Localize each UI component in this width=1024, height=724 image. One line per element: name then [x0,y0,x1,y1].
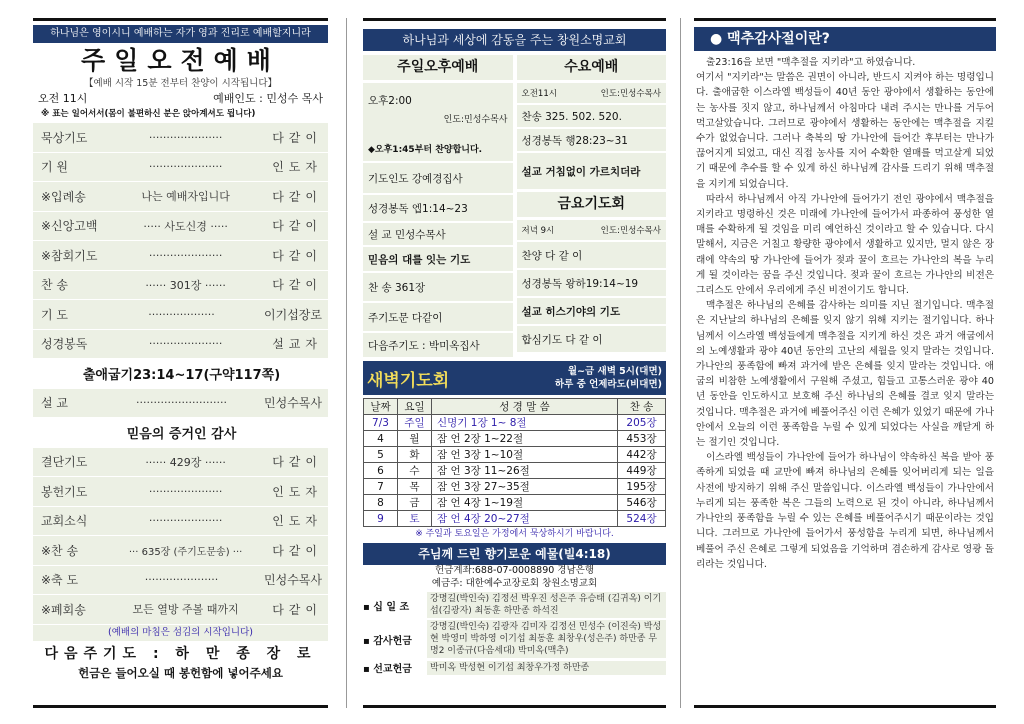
table-row: 9 토 잠 언 4장 20~27절 524장 [364,511,666,527]
offering-names: 강명길(박인숙) 김광자 김미자 김정선 민성수 (이진숙) 박성현 박영미 박하영 이기섭 최동훈 최창우(성은주) 하만종 무명2 이종규(다음세대) 박미옥(맥추) [427,620,666,658]
offering-row [363,592,666,618]
friday-leader: 인도:민성수목사 [600,226,661,236]
friday-hymn: 찬양 다 같 이 [517,242,667,268]
bottom-rule [33,705,328,708]
order-row: ※폐회송 모든 열방 주볼 때까지 다같이 [33,595,328,625]
header-day: 요일 [398,399,432,415]
afternoon-time-block [363,83,513,135]
wednesday-title: 수요예배 [517,55,667,80]
wednesday-reading: 성경봉독 행28:23~31 [517,129,667,151]
offering-type: ▪ 선교헌금 [363,664,412,675]
table-row: 7/3 주일 신명기 1장 1~ 8절 205장 [364,415,666,431]
dawn-prayer-header [363,361,666,395]
church-banner: 하나님과 세상에 감동을 주는 창원소명교회 [363,29,666,51]
dawn-prayer-title: 새벽기도회 [367,370,450,391]
offering-type: ▪ 감사헌금 [363,635,412,647]
morning-service-column [33,18,328,708]
offering-row [363,660,666,675]
service-leader: 예배인도 : 민성수 목사 [213,92,323,105]
header-scripture: 성 경 말 씀 [432,399,618,415]
article-title: ● 맥추감사절이란? [694,27,996,51]
article-paragraph: 맥추절은 하나님의 은혜를 감사하는 의미를 지닌 절기입니다. 맥추절은 지난날의 하나님의 은혜를 잊지 않기 위해 지키는 절기입니다. 하나님께서 이스라엘 백성들에게 맥추절을 지키게 하신 것은 과거 애굽에서의 노예생활과 광야 40년 동안의 고난의 세월을 잊지 말라는 것입니다. 가나안의 풍족함에 빠져 과거에 받은 은혜를 잊지 말라는 것입니다. 애굽의 비참한 노예생활에서 구원해 주셨고, 힘들고 고통스러운 광야 40년 동안을 인도하시고 보호해 주신 하나님의 은혜를 결코 잊지 말라는 것입니다. 맥추절은 과거에 베풀어주신 이런 은혜가 있었기 때문에 가나안에서 오늘의 이런 풍족함을 누릴 수 있게 되었다는 사실을 깨닫게 하는 절기인 것입니다. [696,300,994,449]
top-rule [363,18,666,21]
table-row: 8 금 잠 언 4장 1~19절 546장 [364,495,666,511]
sermon-title: 믿음의 증거인 감사 [33,418,328,448]
order-row: 기 원 ····················· 인도자 [33,153,328,183]
table-header-row [364,399,666,415]
header-date: 날짜 [364,399,398,415]
article-paragraph: 여기서 "지키라"는 말씀은 권면이 아니라, 반드시 지켜야 하는 명령입니다. 출애굽한 이스라엘 백성들이 40년 동안 광야에서 생활하는 동안에는 농사를 짓지 않고, 하나님께서 아침마다 내려 주시는 만나를 거두어 먹고살았습니다. 그러므로 광야에서 생활하는 동안에는 맥추절을 지킬 수가 없었습니다. 그러나 축복의 땅 가나안에 들어간 후부터는 만나가 끊어지게 되었고, 대신 직접 농사를 지어 수확한 열매를 먹고살게 되었기 때문에 추수를 할 수 있게 하신 하나님께 감사를 드리기 위해 맥추절을 지키게 되었습니다. [696,72,994,190]
services-grid [363,55,666,359]
order-row: 교회소식 ····················· 인도자 [33,507,328,537]
order-row: ※신앙고백 ····· 사도신경 ····· 다같이 [33,212,328,242]
daily-reading-table [363,398,666,527]
order-of-worship [33,123,328,625]
scripture-reference: 출애굽기23:14~17(구약117쪽) [33,359,328,389]
dawn-time-online: 하루 중 언제라도(비대면) [554,379,662,390]
wednesday-leader: 인도:민성수목사 [600,89,661,99]
afternoon-preacher: 설 교 민성수목사 [363,223,513,245]
wednesday-time: 오전11시 [521,89,557,99]
header-hymn: 찬 송 [618,399,666,415]
bottom-rule [694,705,996,708]
offering-row [363,620,666,658]
afternoon-lords-prayer: 주기도문 다같이 [363,303,513,331]
article-paragraph: 출23:16을 보면 "맥추절을 지키라"고 하였습니다. [706,57,916,68]
service-time: 오전 11시 [38,92,88,105]
order-row: ※참회기도 ····················· 다같이 [33,241,328,271]
reading-footnote: ※ 주일과 토요일은 가정에서 묵상하시기 바랍니다. [415,529,614,539]
order-row: 기 도 ··················· 이기섭장로 [33,300,328,330]
bottom-rule [363,705,666,708]
article-paragraph: 따라서 하나님께서 아직 가나안에 들어가기 전인 광야에서 맥추절을 지키라고 명령하신 것은 미래에 가나안에 들어가서 파종하여 풍성한 열매를 수확하게 될 것임을 미리 예언하신 것이라고 할 수 있습니다. 다시 말해서, 지금은 거칠고 황량한 광야에서 생활하고 있지만, 멀지 않은 장래에 약속의 땅 가나안에 들어가 젖과 꿀이 흐르는 가나안의 복을 누리게 될 것이라는 꿈을 주신 것입니다. 젖과 꿀이 흐르는 가나안의 비전은 그리스도 안에서 우리에게 주신 비전이기도 합니다. [696,193,994,297]
order-row: 묵상기도 ····················· 다같이 [33,123,328,153]
top-rule [33,18,328,21]
friday-sermon: 설교 히스기야의 기도 [517,298,667,324]
offering-type: ▪ 십 일 조 [363,601,410,613]
afternoon-service [363,55,513,359]
afternoon-time: 오후2:00 [368,95,412,107]
weekday-services [517,55,667,359]
article-paragraph: 이스라엘 백성들이 가나안에 들어가 하나님이 약속하신 복을 받아 풍족하게 되었을 때 교만에 빠져 하나님의 은혜를 잊어버리게 되는 일을 사전에 방지하기 위해 주신 말씀입니다. 이스라엘 백성들이 가나안에서 누리게 되는 풍족한 복은 그들의 노력으로 된 것이 아니라, 하나님께서 가나안의 풍족함을 누릴 수 있는 은혜를 베풀어주시기 때문이라는 것입니다. 그러므로 가나안에 들어가서 풍성함을 누리게 되면, 하나님께서 베풀어 주신 은혜로 그렇게 되었음을 기억하며 겸손하게 감사로 영광 돌리라는 것입니다. [696,452,994,570]
order-row: ※입례송 나는 예배자입니다 다같이 [33,182,328,212]
offering-instruction: 헌금은 들어오실 때 봉헌함에 넣어주세요 [78,665,283,680]
friday-reading: 성경봉독 왕하19:14~19 [517,270,667,296]
order-row: 결단기도 ······ 429장 ······ 다같이 [33,448,328,478]
page-title: 주일오전예배 [81,46,280,75]
order-row: ※찬 송 ··· 635장 (주기도문송) ··· 다같이 [33,536,328,566]
table-row: 5 화 잠 언 3장 1~10절 442장 [364,447,666,463]
offering-names: 박미옥 박성현 이기섭 최창우가정 하만종 [427,661,666,675]
afternoon-sermon: 믿음의 대를 잇는 기도 [363,247,513,271]
afternoon-praise: ◆오후1:45부터 찬양합니다. [363,135,513,161]
column-divider [680,18,681,708]
services-column [363,18,666,708]
friday-title: 금요기도회 [517,192,667,217]
account-holder: 예금주: 대한예수교장로회 창원소명교회 [431,577,598,589]
wednesday-time-block [517,83,667,103]
table-row: 4 월 잠 언 2장 1~22절 453장 [364,431,666,447]
service-subtitle: 【예배 시작 15분 전부터 찬양이 시작됩니다】 [83,78,278,89]
friday-time: 저녁 9시 [521,226,555,236]
order-row: 봉헌기도 ····················· 인도자 [33,477,328,507]
wednesday-sermon: 설교 거침없이 가르치더라 [517,153,667,189]
closing-note: (예배의 마침은 섬김의 시작입니다) [33,625,328,641]
offering-banner: 주님께 드린 향기로운 예물(빌4:18) [363,543,666,565]
bank-account: 헌금계좌:688-07-0008890 경남은행 [434,565,595,576]
verse-banner: 하나님은 영이시니 예배하는 자가 영과 진리로 예배할지니라 [33,25,328,43]
order-row: 성경봉독 ····················· 설교자 [33,330,328,360]
friday-prayer: 합심기도 다 같 이 [517,326,667,352]
dawn-prayer-times [487,365,662,391]
top-rule [694,18,996,21]
afternoon-reading: 성경봉독 엡1:14~23 [363,195,513,221]
table-row: 6 수 잠 언 3장 11~26절 449장 [364,463,666,479]
article-column [694,18,996,708]
offering-names: 강명길(박인숙) 김정선 박우진 성은주 유승태 (김귀옥) 이기섭(김광자) 최동훈 하만종 하석진 [427,592,666,618]
service-info [33,90,328,108]
afternoon-hymn: 찬 송 361장 [363,273,513,301]
next-week-prayer: 다음주기도 : 하 만 종 장 로 [44,645,317,662]
column-divider [346,18,347,708]
afternoon-leader: 인도:민성수목사 [443,115,508,125]
afternoon-next-prayer: 다음주기도 : 박미옥집사 [363,333,513,357]
article-body [694,55,996,572]
table-row: 7 목 잠 언 3장 27~35절 195장 [364,479,666,495]
afternoon-title: 주일오후예배 [363,55,513,80]
wednesday-hymn: 찬송 325. 502. 520. [517,105,667,127]
order-row: 설 교 ·························· 민성수목사 [33,389,328,419]
standing-note: ※ 표는 일어서서(몸이 불편하신 분은 앉아계셔도 됩니다) [41,109,256,119]
order-row: ※축 도 ····················· 민성수목사 [33,566,328,596]
afternoon-guide: 기도인도 강예경집사 [363,163,513,193]
friday-time-block [517,220,667,240]
order-row: 찬 송 ······ 301장 ······ 다같이 [33,271,328,301]
dawn-time-in-person: 월~금 새벽 5시(대면) [567,366,662,377]
